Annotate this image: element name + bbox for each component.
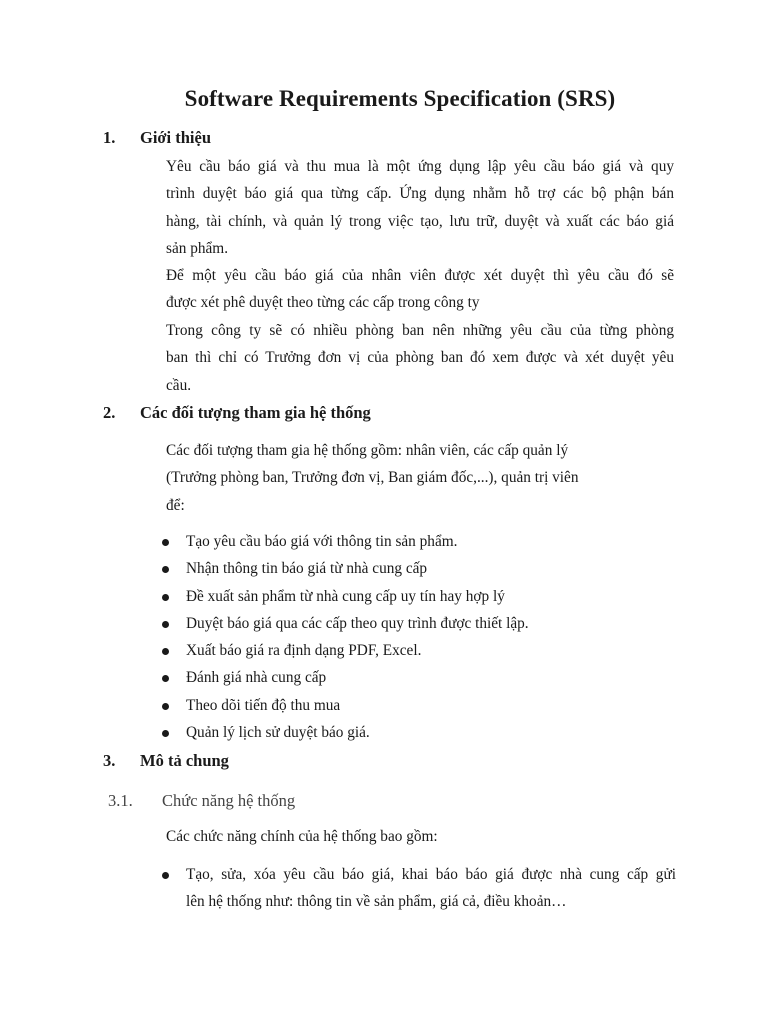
- section-heading-3: [103, 751, 229, 771]
- text-line: để:: [166, 496, 185, 514]
- section-heading-1: [103, 128, 211, 148]
- text-line: Để một yêu cầu báo giá của nhân viên được xét duyệt thì yêu cầu đó sẽ: [166, 267, 674, 284]
- text-line: Trong công ty sẽ có nhiều phòng ban nên những yêu cầu của từng phòng: [166, 322, 674, 339]
- list-item-text: Theo dõi tiến độ thu mua: [186, 696, 341, 714]
- functions-intro: [166, 823, 674, 850]
- list-item: [160, 583, 676, 610]
- intro-paragraph-1: [166, 153, 674, 263]
- section-number: 3.: [103, 751, 116, 770]
- list-item-text: Đề xuất sản phẩm từ nhà cung cấp uy tín hay hợp lý: [186, 587, 505, 605]
- text-line: lên hệ thống như: thông tin về sản phẩm, giá cả, điều khoản…: [186, 893, 567, 911]
- list-item: [160, 555, 676, 582]
- subsection-number: 3.1.: [108, 791, 133, 810]
- bullet-icon: [162, 566, 169, 573]
- text-line: Tạo, sửa, xóa yêu cầu báo giá, khai báo báo giá được nhà cung cấp gửi: [186, 866, 676, 883]
- text-line: được xét phê duyệt theo từng các cấp trong công ty: [166, 294, 480, 312]
- subsection-heading-3-1: [108, 791, 295, 811]
- bullet-icon: [162, 621, 169, 628]
- section-title: Các đối tượng tham gia hệ thống: [140, 403, 371, 422]
- bullet-icon: [162, 703, 169, 710]
- section-title: Mô tả chung: [140, 751, 229, 770]
- list-item-text: Nhận thông tin báo giá từ nhà cung cấp: [186, 560, 428, 578]
- text-line: Các đối tượng tham gia hệ thống gồm: nhân viên, các cấp quản lý: [166, 442, 569, 459]
- list-item-text: Tạo yêu cầu báo giá với thông tin sản phẩm.: [186, 533, 458, 550]
- actors-bullet-list: [160, 528, 676, 746]
- list-item: [160, 637, 676, 664]
- list-item: [160, 719, 676, 746]
- list-item-text: Quản lý lịch sử duyệt báo giá.: [186, 724, 370, 742]
- list-item: [160, 861, 676, 916]
- text-line: cầu.: [166, 376, 192, 394]
- document-title: Software Requirements Specification (SRS): [184, 86, 616, 111]
- list-item: [160, 610, 676, 637]
- bullet-icon: [162, 594, 169, 601]
- section-number: 1.: [103, 128, 116, 147]
- bullet-icon: [162, 539, 169, 546]
- list-item-text: Duyệt báo giá qua các cấp theo quy trình được thiết lập.: [186, 614, 529, 632]
- intro-paragraph-3: [166, 317, 674, 399]
- bullet-icon: [162, 648, 169, 655]
- list-item: [160, 664, 676, 691]
- section-number: 2.: [103, 403, 116, 422]
- text-line: sản phẩm.: [166, 240, 229, 258]
- list-item: [160, 692, 676, 719]
- list-item-text: Đánh giá nhà cung cấp: [186, 669, 327, 687]
- list-item-text: [186, 861, 676, 916]
- subsection-title: Chức năng hệ thống: [162, 791, 296, 810]
- bullet-icon: [162, 730, 169, 737]
- text-line: ban thì chỉ có Trưởng đơn vị của phòng ban đó xem được và xét duyệt yêu: [166, 349, 674, 367]
- text-line: Các chức năng chính của hệ thống bao gồm:: [166, 828, 438, 845]
- bullet-icon: [162, 872, 169, 879]
- text-line: trình duyệt báo giá qua từng cấp. Ứng dụng nhằm hỗ trợ các bộ phận bán: [166, 185, 674, 203]
- list-item-text: Xuất báo giá ra định dạng PDF, Excel.: [186, 642, 422, 660]
- section-heading-2: [103, 403, 371, 423]
- intro-paragraph-2: [166, 262, 674, 317]
- bullet-icon: [162, 675, 169, 682]
- section-title: Giới thiệu: [140, 128, 212, 147]
- actors-intro: [166, 437, 626, 519]
- text-line: (Trưởng phòng ban, Trưởng đơn vị, Ban giám đốc,...), quản trị viên: [166, 469, 579, 487]
- list-item: [160, 528, 676, 555]
- text-line: hàng, tài chính, và quản lý trong việc tạo, lưu trữ, duyệt và xuất các báo giá: [166, 212, 674, 230]
- text-line: Yêu cầu báo giá và thu mua là một ứng dụng lập yêu cầu báo giá và quy: [166, 158, 674, 175]
